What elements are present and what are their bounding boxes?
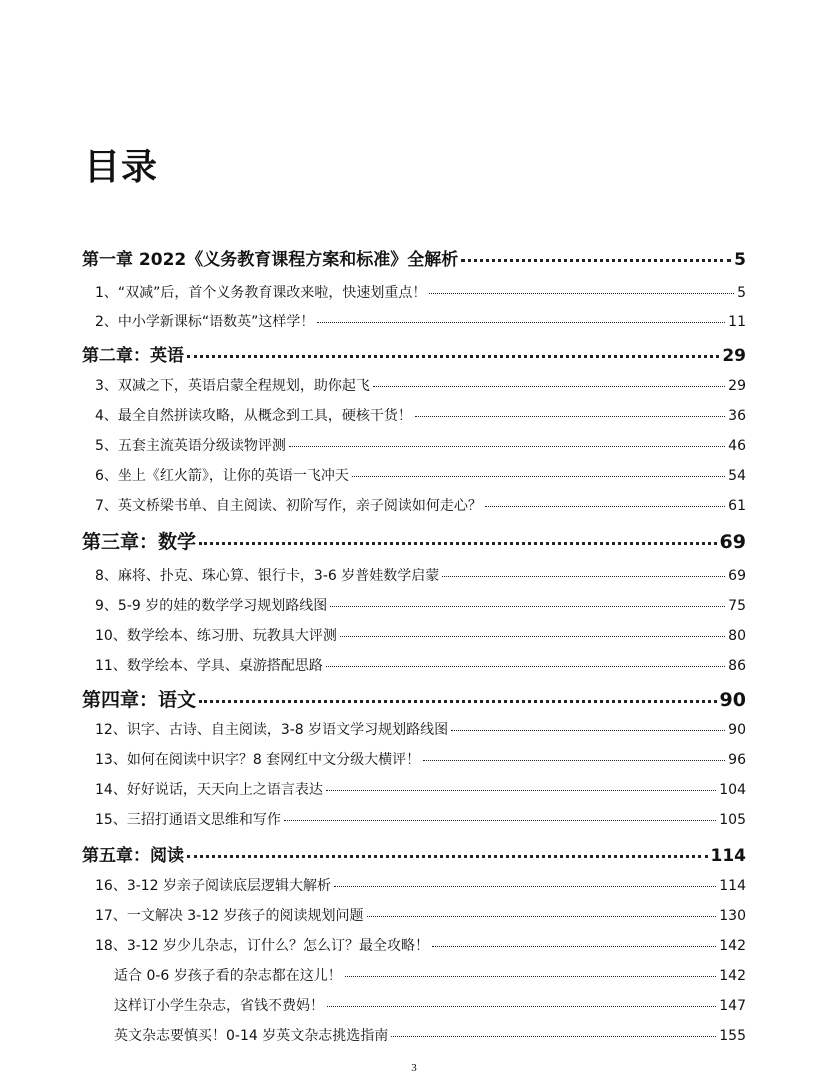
toc-subentry-1[interactable] <box>114 965 746 985</box>
toc-label: 9、5-9 岁的娃的数学学习规划路线图 <box>95 598 328 614</box>
dot-leader <box>451 730 725 731</box>
toc-page-number: 96 <box>728 752 746 768</box>
toc-page-number: 36 <box>728 408 746 424</box>
toc-entry-7[interactable] <box>95 495 746 515</box>
toc-page-number: 130 <box>719 908 746 924</box>
toc-label: 2、中小学新课标“语数英”这样学！ <box>95 314 315 330</box>
dot-leader <box>429 293 734 294</box>
dot-leader <box>187 855 708 858</box>
dot-leader <box>352 476 725 477</box>
toc-entry-8[interactable] <box>95 565 746 585</box>
dot-leader <box>442 576 725 577</box>
toc-label: 18、3-12 岁少儿杂志，订什么？怎么订？最全攻略！ <box>95 938 430 954</box>
toc-entry-3[interactable] <box>95 375 746 395</box>
dot-leader <box>345 976 716 977</box>
toc-label: 6、坐上《红火箭》，让你的英语一飞冲天 <box>95 468 349 484</box>
toc-entry-12[interactable] <box>95 719 746 739</box>
dot-leader <box>461 259 731 262</box>
dot-leader <box>199 700 717 703</box>
dot-leader <box>199 542 717 545</box>
toc-entry-1[interactable] <box>95 282 746 302</box>
toc-page-number: 90 <box>719 689 746 711</box>
toc-page-number: 142 <box>719 968 746 984</box>
toc-label: 10、数学绘本、练习册、玩教具大评测 <box>95 628 337 644</box>
toc-label: 4、最全自然拼读攻略，从概念到工具，硬核干货！ <box>95 408 412 424</box>
toc-label: 第二章：英语 <box>82 346 184 366</box>
toc-entry-18[interactable] <box>95 935 746 955</box>
dot-leader <box>373 386 725 387</box>
toc-page-number: 54 <box>728 468 746 484</box>
dot-leader <box>485 506 725 507</box>
toc-page-number: 86 <box>728 658 746 674</box>
toc-label: 1、“双减”后，首个义务教育课改来啦，快速划重点！ <box>95 285 427 301</box>
toc-entry-2[interactable] <box>95 311 746 331</box>
dot-leader <box>415 416 725 417</box>
dot-leader <box>334 886 716 887</box>
toc-label: 5、五套主流英语分级读物评测 <box>95 438 286 454</box>
page-number: 3 <box>411 1062 417 1074</box>
toc-label: 第一章 2022《义务教育课程方案和标准》全解析 <box>82 250 459 270</box>
dot-leader <box>187 355 719 358</box>
toc-page-number: 69 <box>719 531 746 553</box>
toc-page-number: 80 <box>728 628 746 644</box>
toc-page-number: 105 <box>719 812 746 828</box>
toc-page-number: 147 <box>719 998 746 1014</box>
toc-label: 15、三招打通语文思维和写作 <box>95 812 281 828</box>
toc-label: 第四章：语文 <box>82 689 197 711</box>
dot-leader <box>327 1006 716 1007</box>
toc-label: 适合 0-6 岁孩子看的杂志都在这儿！ <box>114 968 342 984</box>
toc-page-number: 5 <box>737 285 746 301</box>
toc-page-number: 61 <box>728 498 746 514</box>
toc-entry-11[interactable] <box>95 655 746 675</box>
toc-entry-14[interactable] <box>95 779 746 799</box>
dot-leader <box>340 636 725 637</box>
toc-entry-17[interactable] <box>95 905 746 925</box>
toc-page-number: 11 <box>728 314 746 330</box>
toc-page-number: 29 <box>728 378 746 394</box>
toc-label: 这样订小学生杂志，省钱不费妈！ <box>114 998 324 1014</box>
dot-leader <box>423 760 725 761</box>
toc-label: 3、双减之下，英语启蒙全程规划，助你起飞 <box>95 378 370 394</box>
toc-entry-15[interactable] <box>95 809 746 829</box>
toc-entry-10[interactable] <box>95 625 746 645</box>
dot-leader <box>391 1036 716 1037</box>
toc-page-number: 155 <box>719 1028 746 1044</box>
toc-entry-16[interactable] <box>95 875 746 895</box>
dot-leader <box>367 916 717 917</box>
dot-leader <box>330 606 725 607</box>
toc-label: 第五章：阅读 <box>82 846 184 866</box>
toc-label: 16、3-12 岁亲子阅读底层逻辑大解析 <box>95 878 332 894</box>
dot-leader <box>284 820 716 821</box>
toc-page-number: 69 <box>728 568 746 584</box>
toc-subentry-2[interactable] <box>114 995 746 1015</box>
toc-label: 14、好好说话，天天向上之语言表达 <box>95 782 323 798</box>
toc-entry-9[interactable] <box>95 595 746 615</box>
dot-leader <box>317 322 725 323</box>
toc-label: 8、麻将、扑克、珠心算、银行卡，3-6 岁普娃数学启蒙 <box>95 568 440 584</box>
toc-chapter-4[interactable] <box>82 685 746 712</box>
toc-label: 11、数学绘本、学具、桌游搭配思路 <box>95 658 323 674</box>
toc-label: 第三章：数学 <box>82 531 197 553</box>
toc-page-number: 29 <box>722 346 746 366</box>
toc-chapter-3[interactable] <box>82 527 746 554</box>
dot-leader <box>326 666 725 667</box>
toc-entry-5[interactable] <box>95 435 746 455</box>
toc-page-number: 46 <box>728 438 746 454</box>
toc-entry-6[interactable] <box>95 465 746 485</box>
toc-label: 7、英文桥梁书单、自主阅读、初阶写作，亲子阅读如何走心？ <box>95 498 482 514</box>
toc-page-number: 142 <box>719 938 746 954</box>
toc-label: 13、如何在阅读中识字？8 套网红中文分级大横评！ <box>95 752 421 768</box>
toc-chapter-5[interactable] <box>82 841 746 866</box>
page-title: 目录 <box>84 147 159 188</box>
toc-page-number: 5 <box>734 250 746 270</box>
dot-leader <box>289 446 725 447</box>
toc-page-number: 75 <box>728 598 746 614</box>
toc-page-number: 104 <box>719 782 746 798</box>
toc-entry-13[interactable] <box>95 749 746 769</box>
toc-page-number: 90 <box>728 722 746 738</box>
toc-entry-4[interactable] <box>95 405 746 425</box>
toc-label: 17、一文解决 3-12 岁孩子的阅读规划问题 <box>95 908 364 924</box>
toc-chapter-1[interactable] <box>82 245 746 270</box>
toc-page-number: 114 <box>710 846 746 866</box>
toc-label: 英文杂志要慎买！0-14 岁英文杂志挑选指南 <box>114 1028 389 1044</box>
toc-label: 12、识字、古诗、自主阅读，3-8 岁语文学习规划路线图 <box>95 722 449 738</box>
dot-leader <box>326 790 716 791</box>
toc-chapter-2[interactable] <box>82 341 746 366</box>
dot-leader <box>432 946 716 947</box>
toc-page-number: 114 <box>719 878 746 894</box>
toc-subentry-3[interactable] <box>114 1025 746 1045</box>
